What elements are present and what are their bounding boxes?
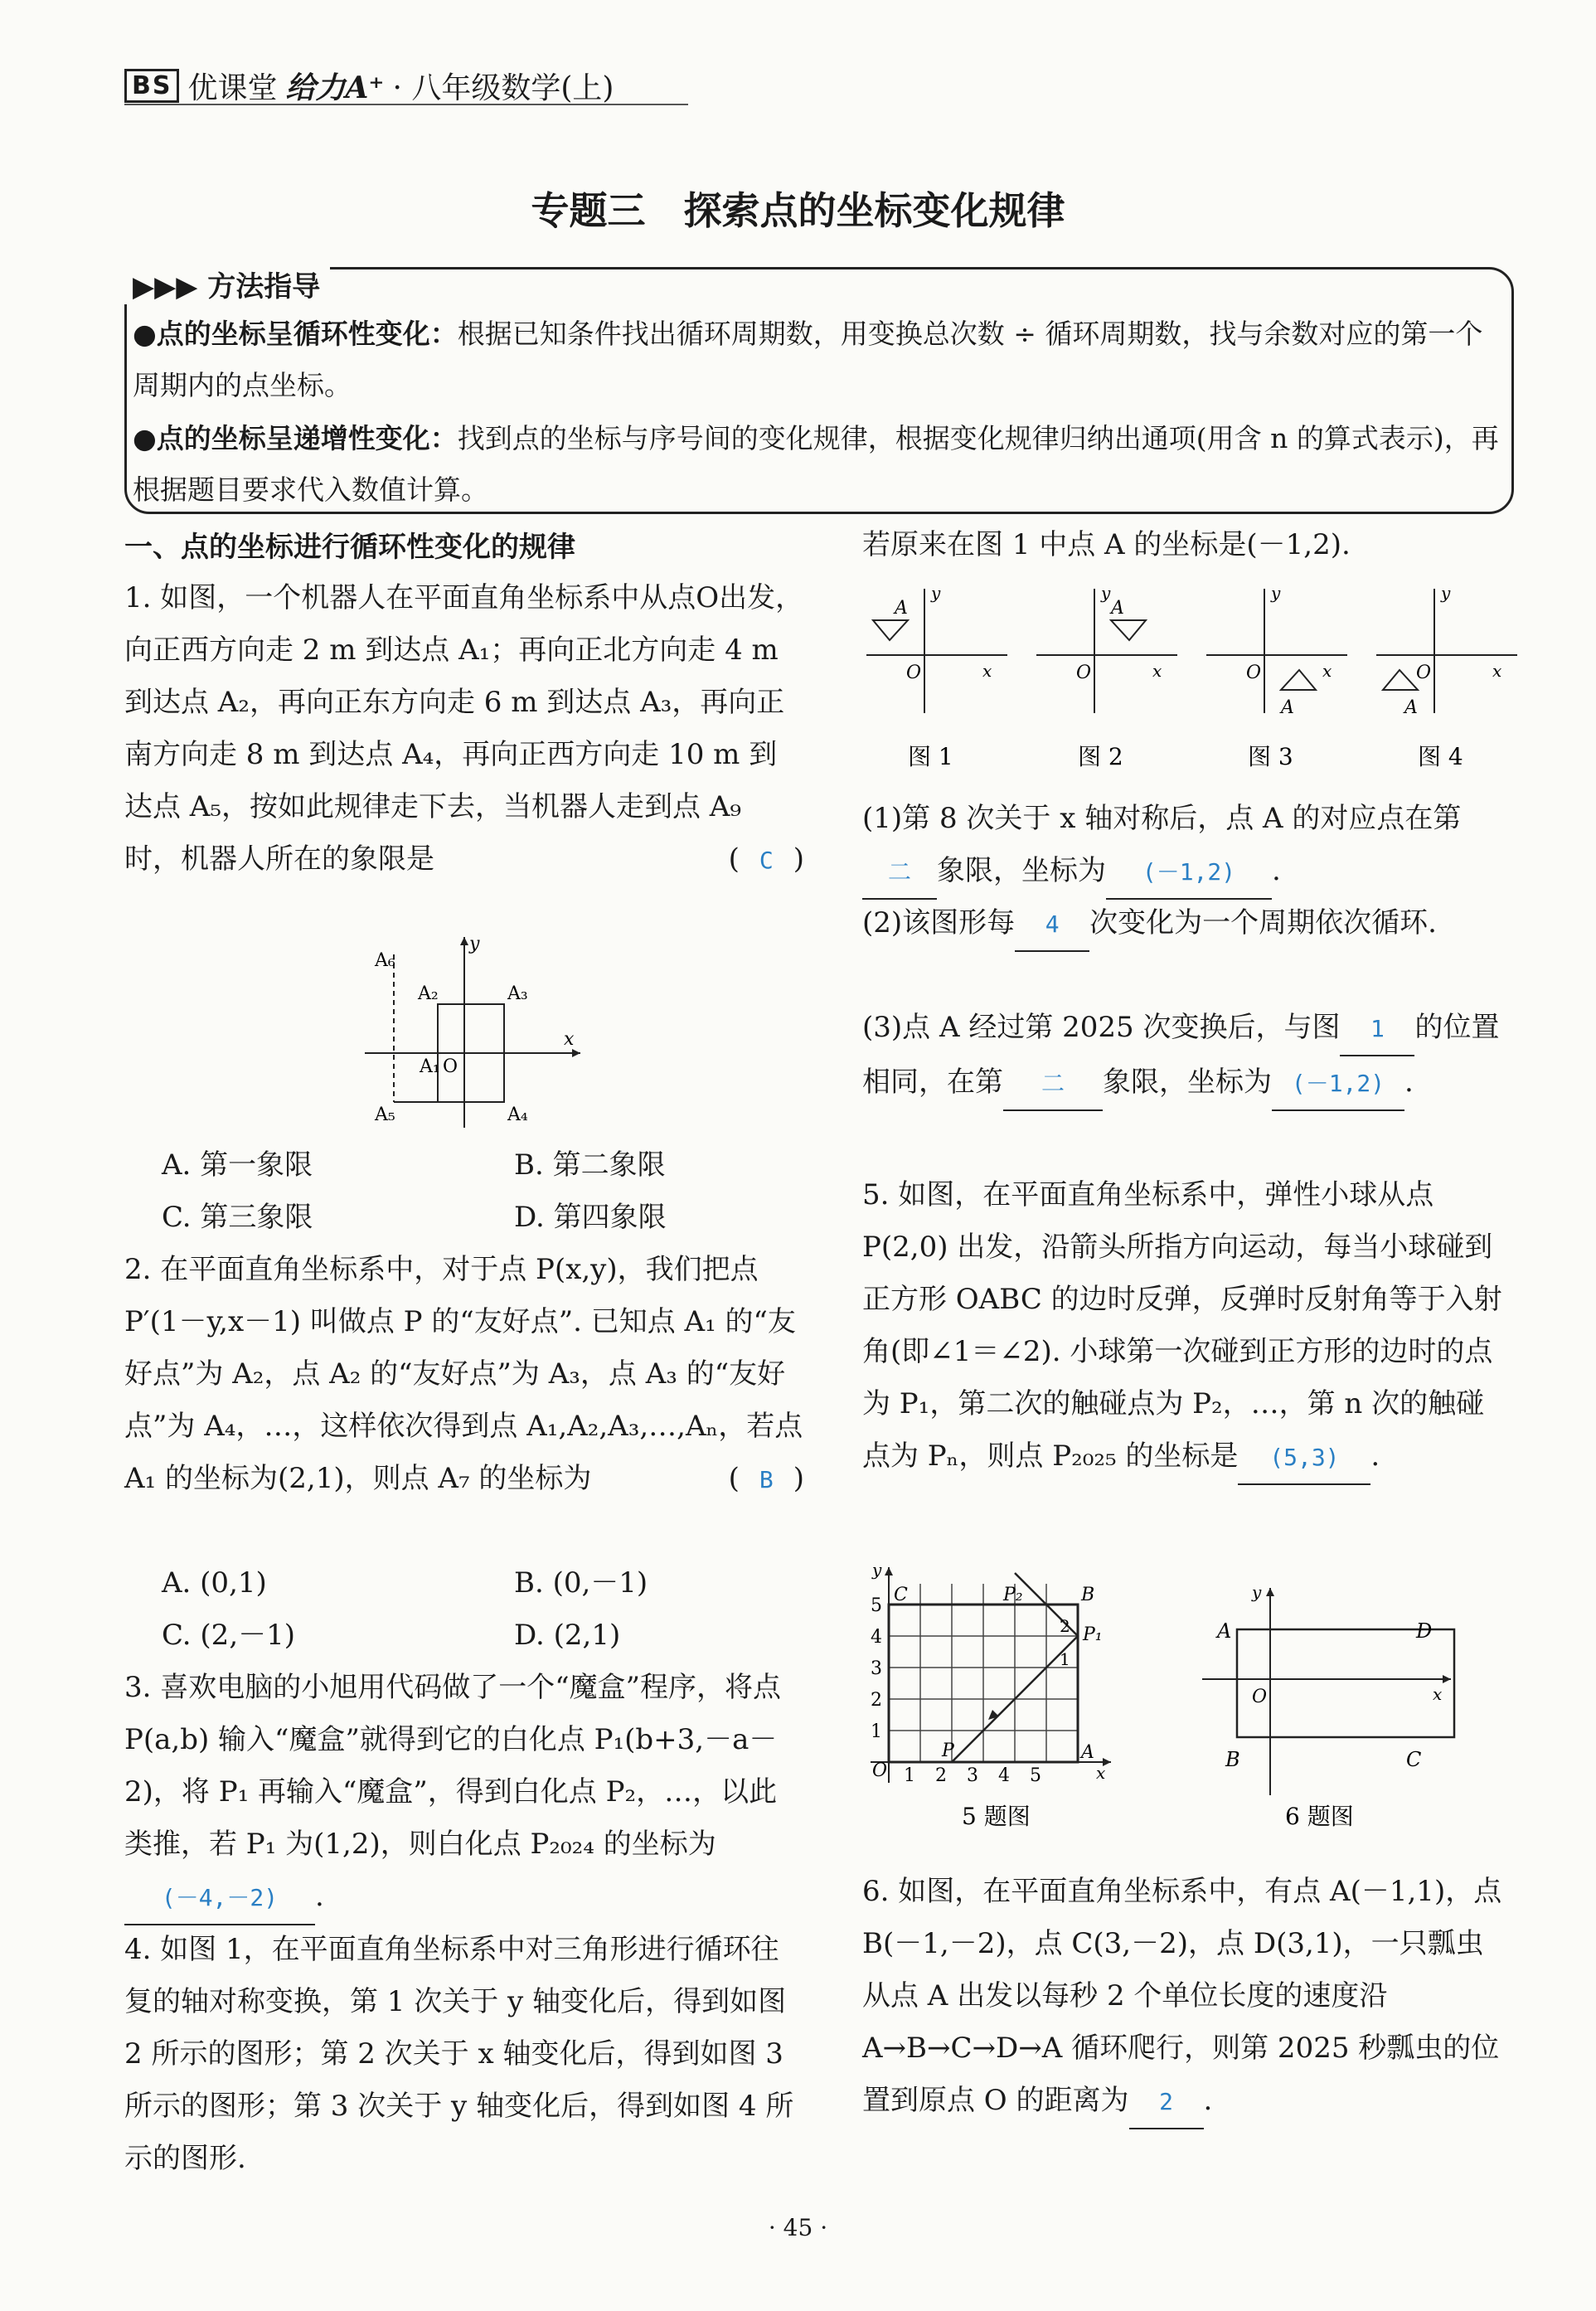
svg-text:C: C (894, 1585, 908, 1605)
q4-fig2 (1036, 583, 1177, 770)
svg-text:y: y (931, 583, 941, 603)
svg-text:4: 4 (998, 1765, 1010, 1786)
svg-text:2: 2 (1060, 1616, 1070, 1636)
q4-answer-5: 二 (1041, 1070, 1065, 1097)
q2-option-b: B. (0,－1) (514, 1566, 648, 1600)
svg-text:5: 5 (1030, 1765, 1041, 1786)
q4-s2a: (2)该图形每 (862, 906, 1016, 939)
q6-answer: 2 (1159, 2088, 1173, 2115)
header-rule (124, 104, 688, 105)
method-text-2: 找到点的坐标与序号间的变化规律，根据变化规律归纳出通项(用含 n 的算式表示)，再根据题目要求代入数值计算。 (133, 422, 1499, 506)
q4-answer-3: 4 (1045, 910, 1060, 938)
q1-label-a3: A₃ (507, 983, 528, 1004)
q1-option-c: C. 第三象限 (162, 1201, 313, 1234)
svg-text:1: 1 (871, 1721, 882, 1742)
svg-text:3: 3 (871, 1658, 882, 1679)
q4-answer-1: 二 (887, 858, 911, 886)
q4-s3c: 象限，坐标为 (1103, 1066, 1272, 1099)
q5-caption: 5 题图 (962, 1803, 1031, 1830)
svg-text:D: D (1416, 1619, 1433, 1643)
q4-answer-6: (－1,2) (1291, 1070, 1385, 1097)
q4-fig4 (1376, 583, 1517, 770)
q5-figure (871, 1559, 1136, 1841)
q4-fig1 (866, 583, 1007, 770)
q4-s3b: 的位置相同，在第 (862, 1011, 1500, 1099)
question-5: 5. 如图，在平面直角坐标系中，弹性小球从点 P(2,0) 出发，沿箭头所指方向运动，每当小球碰到正方形 OABC 的边时反弹，反弹时反射角等于入射角(即∠1＝∠2). 小球第一次碰到正方形的边时的点为 P₁，第二次的触碰点为 P₂，…，第 n 次的触碰点为 Pₙ，则点 P₂₀₂₅ 的坐标是 (5,3) . (862, 1169, 1509, 1485)
q4-continued: 若原来在图 1 中点 A 的坐标是(－1,2). (862, 528, 1351, 561)
svg-text:2: 2 (935, 1765, 947, 1786)
svg-text:x: x (1152, 661, 1162, 681)
svg-text:4: 4 (871, 1627, 882, 1648)
q6-figure (1202, 1580, 1467, 1837)
svg-text:B: B (1081, 1585, 1095, 1605)
svg-text:O: O (906, 663, 922, 683)
q3-text: 3. 喜欢电脑的小旭用代码做了一个“魔盒”程序，将点 P(a,b) 输入“魔盒”就得到它的白化点 P₁(b+3,－a－2)，将 P₁ 再输入“魔盒”，得到白化点 P₂，…，以此类推，若 P₁ 为(1,2)，则白化点 P₂₀₂₄ 的坐标为 (124, 1671, 782, 1861)
q4-fig3 (1206, 583, 1347, 770)
svg-text:5: 5 (871, 1595, 882, 1616)
question-2: 2. 在平面直角坐标系中，对于点 P(x,y)，我们把点 P′(1－y,x－1) 叫做点 P 的“友好点”. 已知点 A₁ 的“友好点”为 A₂，点 A₂ 的“友好点”为 A₃，点 A₃ 的“友好点”为 A₄，…，这样依次得到点 A₁,A₂,A₃,…,Aₙ，若点 A₁ 的坐标为(2,1)，则点 A₇ 的坐标为 ( B ) (124, 1253, 804, 1495)
svg-text:1: 1 (1060, 1649, 1070, 1669)
page-header (124, 65, 614, 107)
svg-text:P: P (942, 1741, 954, 1761)
svg-text:O: O (872, 1760, 888, 1781)
q2-answer: B (759, 1466, 774, 1493)
q2-text: 2. 在平面直角坐标系中，对于点 P(x,y)，我们把点 P′(1－y,x－1) 叫做点 P 的“友好点”. 已知点 A₁ 的“友好点”为 A₂，点 A₂ 的“友好点”为 A₃，点 A₃ 的“友好点”为 A₄，…，这样依次得到点 A₁,A₂,A₃,…,Aₙ，若点 A₁ 的坐标为(2,1)，则点 A₇ 的坐标为 (124, 1253, 803, 1495)
q1-answer: C (759, 847, 774, 874)
svg-text:P₁: P₁ (1083, 1624, 1103, 1645)
q4-answer-4: 1 (1370, 1015, 1385, 1042)
svg-text:O: O (1076, 663, 1092, 683)
svg-text:y: y (1252, 1582, 1262, 1602)
svg-text:y: y (872, 1560, 882, 1580)
q2-option-d: D. (2,1) (514, 1619, 621, 1652)
q1-label-a6: A₆ (375, 950, 395, 971)
svg-text:O: O (1246, 663, 1262, 683)
method-para-2 (133, 413, 1501, 516)
svg-text:x: x (1492, 661, 1502, 681)
svg-text:y: y (1101, 583, 1111, 603)
q1-label-o: O (443, 1056, 458, 1077)
header-grade: · 八年级数学(上) (392, 71, 614, 105)
question-3: 3. 喜欢电脑的小旭用代码做了一个“魔盒”程序，将点 P(a,b) 输入“魔盒”就得到它的白化点 P₁(b+3,－a－2)，将 P₁ 再输入“魔盒”，得到白化点 P₂，…，以此类推，若 P₁ 为(1,2)，则白化点 P₂₀₂₄ 的坐标为(－4,－2) . (124, 1662, 804, 1925)
svg-text:A: A (1217, 1619, 1232, 1643)
q1-option-d: D. 第四象限 (514, 1201, 667, 1234)
q6-caption: 6 题图 (1285, 1803, 1354, 1830)
q4-s1b: 象限，坐标为 (937, 854, 1106, 887)
svg-text:3: 3 (967, 1765, 978, 1786)
header-brand: 给力A⁺ (285, 70, 385, 105)
svg-text:y: y (1271, 583, 1281, 603)
q4-part-1: (1)第 8 次关于 x 轴对称后，点 A 的对应点在第二 象限，坐标为 (－1,2) . (862, 793, 1509, 900)
question-1: 1. 如图，一个机器人在平面直角坐标系中从点O出发，向正西方向走 2 m 到达点 A₁；再向正北方向走 4 m 到达点 A₂，再向正东方向走 6 m 到达点 A₃，再向正南方向走 8 m 到达点 A₄，再向正西方向走 10 m 到达点 A₅，按如此规律走下去，当机器人走到点 A₉ 时，机器人所在的象限是 ( C ) (124, 581, 804, 876)
svg-text:B: B (1225, 1748, 1240, 1771)
q3-answer: (－4,－2) (161, 1884, 279, 1911)
svg-text:1: 1 (904, 1765, 915, 1786)
q1-label-a1: A₁ (420, 1056, 440, 1077)
svg-text:C: C (1406, 1748, 1422, 1771)
q4-s2b: 次变化为一个周期依次循环. (1089, 906, 1437, 939)
method-head-2: ●点的坐标呈递增性变化： (133, 422, 458, 454)
svg-text:x: x (1096, 1763, 1106, 1783)
q1-label-x: x (564, 1029, 575, 1050)
svg-text:O: O (1252, 1687, 1268, 1707)
q1-label-a4: A₄ (507, 1105, 528, 1125)
q4-text: 4. 如图 1，在平面直角坐标系中对三角形进行循环往复的轴对称变换，第 1 次关于 y 轴变化后，得到如图 2 所示的图形；第 2 次关于 x 轴变化后，得到如图 3 所示的图形；第 3 次关于 y 轴变化后，得到如图 4 所示的图形. (124, 1933, 794, 2175)
q2-option-c: C. (2,－1) (162, 1619, 296, 1652)
svg-text:A: A (895, 598, 908, 619)
q4-part-2 (862, 897, 1509, 952)
q4-caption-1: 图 1 (908, 743, 953, 770)
method-para-1 (133, 308, 1501, 411)
question-6: 6. 如图，在平面直角坐标系中，有点 A(－1,1)，点 B(－1,－2)，点 C(3,－2)，点 D(3,1)，一只瓢虫从点 A 出发以每秒 2 个单位长度的速度沿 A→B→C→D→A 循环爬行，则第 2025 秒瓢虫的位置到原点 O 的距离为 2 . (862, 1866, 1509, 2129)
method-head-1: ●点的坐标呈循环性变化： (133, 318, 458, 350)
header-series: 优课堂 (187, 71, 278, 105)
svg-text:x: x (1433, 1684, 1443, 1704)
svg-text:A: A (1404, 697, 1418, 718)
q1-option-b: B. 第二象限 (514, 1148, 666, 1182)
q5-text: 5. 如图，在平面直角坐标系中，弹性小球从点 P(2,0) 出发，沿箭头所指方向运动，每当小球碰到正方形 OABC 的边时反弹，反弹时反射角等于入射角(即∠1＝∠2). 小球第一次碰到正方形的边时的点为 P₁，第二次的触碰点为 P₂，…，第 n 次的触碰点为 Pₙ，则点 P₂₀₂₅ 的坐标是 (862, 1178, 1502, 1473)
question-4 (124, 1924, 804, 2185)
svg-text:2: 2 (871, 1690, 882, 1711)
q4-s1a: (1)第 8 次关于 x 轴对称后，点 A 的对应点在第 (862, 802, 1462, 835)
page-number: · 45 · (768, 2214, 828, 2241)
svg-text:y: y (1441, 583, 1451, 603)
q4-answer-2: (－1,2) (1142, 858, 1236, 886)
q4-caption-2: 图 2 (1078, 743, 1123, 770)
q2-option-a: A. (0,1) (162, 1566, 267, 1600)
svg-text:A: A (1111, 598, 1124, 619)
q1-option-a: A. 第一象限 (162, 1148, 313, 1182)
q6-text: 6. 如图，在平面直角坐标系中，有点 A(－1,1)，点 B(－1,－2)，点 C(3,－2)，点 D(3,1)，一只瓢虫从点 A 出发以每秒 2 个单位长度的速度沿 A→B→C→D→A 循环爬行，则第 2025 秒瓢虫的位置到原点 O 的距离为 (862, 1875, 1502, 2117)
svg-text:O: O (1416, 663, 1432, 683)
q5-answer: (5,3) (1269, 1444, 1340, 1471)
publisher-logo: BS (124, 69, 179, 103)
section-heading: 一、点的坐标进行循环性变化的规律 (124, 531, 575, 564)
q4-caption-4: 图 4 (1418, 743, 1463, 770)
q1-figure (357, 933, 597, 1132)
svg-text:A: A (1281, 697, 1294, 718)
q1-label-a5: A₅ (375, 1105, 395, 1125)
svg-text:x: x (1322, 661, 1332, 681)
svg-text:A: A (1081, 1742, 1094, 1763)
method-label: ▶▶▶ 方法指导 (123, 264, 330, 304)
q1-label-a2: A₂ (418, 983, 439, 1004)
q4-caption-3: 图 3 (1248, 743, 1293, 770)
page-title: 专题三 探索点的坐标变化规律 (531, 188, 1065, 233)
q1-label-y: y (469, 934, 480, 954)
q4-figures (858, 580, 1521, 779)
svg-text:x: x (982, 661, 992, 681)
svg-text:P₂: P₂ (1003, 1585, 1023, 1605)
q1-text: 1. 如图，一个机器人在平面直角坐标系中从点O出发，向正西方向走 2 m 到达点 A₁；再向正北方向走 4 m 到达点 A₂，再向正东方向走 6 m 到达点 A₃，再向正南方向走 8 m 到达点 A₄，再向正西方向走 10 m 到达点 A₅，按如此规律走下去，当机器人走到点 A₉ 时，机器人所在的象限是 (124, 581, 804, 876)
method-text-1: 根据已知条件找出循环周期数，用变换总次数 ÷ 循环周期数，找与余数对应的第一个周期内的点坐标。 (133, 318, 1483, 401)
q4-part-3: (3)点 A 经过第 2025 次变换后，与图 1 的位置相同，在第 二 象限，坐标为 (－1,2) . (862, 1002, 1509, 1111)
q4-s3a: (3)点 A 经过第 2025 次变换后，与图 (862, 1011, 1341, 1044)
